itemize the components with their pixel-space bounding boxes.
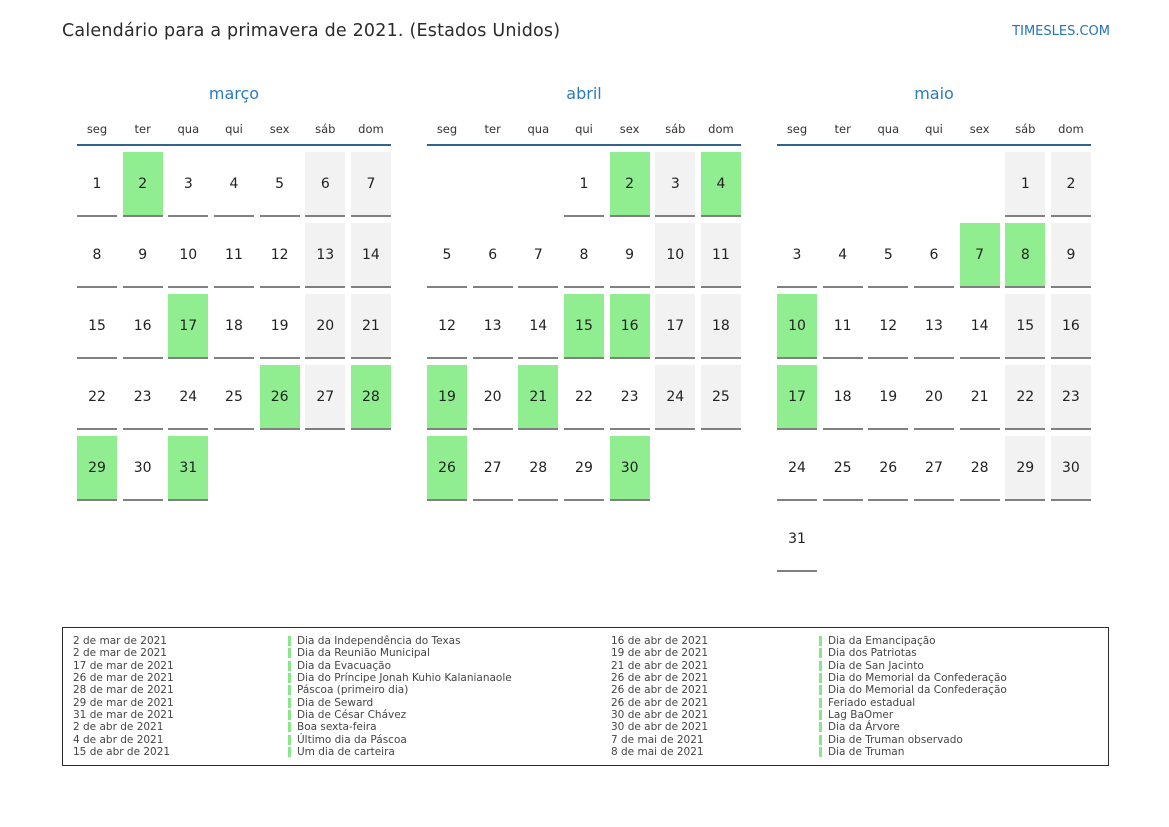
legend-item [611, 684, 1098, 696]
day-cell: 12 [868, 294, 908, 359]
day-cell: 5 [868, 223, 908, 288]
weekday-label: qua [877, 122, 900, 136]
day-cell: 5 [427, 223, 467, 288]
day-cell: 31 [168, 436, 208, 501]
empty-cell [777, 152, 817, 217]
day-cell: 15 [77, 294, 117, 359]
legend-label: Boa sexta-feira [288, 721, 377, 733]
legend-item [73, 721, 611, 733]
day-cell: 27 [473, 436, 513, 501]
day-cell: 17 [777, 365, 817, 430]
holiday-tick-icon [819, 698, 822, 708]
weekday-label: ter [134, 122, 151, 136]
day-cell: 22 [1005, 365, 1045, 430]
holiday-tick-icon [288, 722, 291, 732]
legend-item [73, 672, 611, 684]
day-cell: 17 [168, 294, 208, 359]
legend-item [611, 672, 1098, 684]
site-link[interactable]: TIMESLES.COM [1012, 24, 1110, 39]
day-cell: 26 [427, 436, 467, 501]
day-cell: 20 [914, 365, 954, 430]
empty-cell [427, 152, 467, 217]
page-title: Calendário para a primavera de 2021. (Estados Unidos) [62, 21, 561, 41]
holiday-tick-icon [819, 661, 822, 671]
legend-label: Dia da Árvore [819, 721, 900, 733]
day-cell: 30 [1051, 436, 1091, 501]
legend-item [73, 733, 611, 745]
empty-cell [214, 436, 254, 501]
legend-item [611, 696, 1098, 708]
day-cell: 20 [473, 365, 513, 430]
day-cell: 10 [777, 294, 817, 359]
day-cell: 22 [564, 365, 604, 430]
day-cell: 7 [960, 223, 1000, 288]
weekday-label: qui [575, 122, 593, 136]
legend-label: Lag BaOmer [819, 709, 893, 721]
holiday-tick-icon [819, 685, 822, 695]
weekday-label: sáb [315, 122, 336, 136]
weekday-label: qua [177, 122, 200, 136]
day-cell: 13 [473, 294, 513, 359]
legend-item [73, 709, 611, 721]
legend-item [611, 733, 1098, 745]
month-april [427, 85, 741, 572]
holiday-tick-icon [819, 722, 822, 732]
legend-label: Dia dos Patriotas [819, 647, 917, 659]
day-cell: 13 [305, 223, 345, 288]
day-cell: 12 [260, 223, 300, 288]
empty-cell [473, 152, 513, 217]
empty-cell [260, 436, 300, 501]
month-title: maio [914, 84, 954, 103]
day-cell: 13 [914, 294, 954, 359]
day-cell: 19 [868, 365, 908, 430]
day-cell: 8 [1005, 223, 1045, 288]
day-cell: 25 [823, 436, 863, 501]
month-title: março [208, 84, 260, 103]
weekday-header [77, 123, 391, 146]
legend-label: Feriado estadual [819, 697, 915, 709]
weekday-label: sex [269, 122, 290, 136]
legend-date: 26 de abr de 2021 [611, 672, 709, 685]
holiday-tick-icon [288, 685, 291, 695]
day-cell: 26 [868, 436, 908, 501]
legend-date: 8 de mai de 2021 [611, 745, 704, 758]
legend-date: 26 de abr de 2021 [611, 684, 709, 697]
day-cell: 9 [1051, 223, 1091, 288]
legend-date: 4 de abr de 2021 [73, 733, 164, 746]
legend-label: Dia do Memorial da Confederação [819, 684, 1007, 696]
day-cell: 21 [351, 294, 391, 359]
holiday-tick-icon [288, 673, 291, 683]
legend-date: 26 de mar de 2021 [73, 672, 174, 685]
holiday-tick-icon [288, 735, 291, 745]
legend-item [611, 721, 1098, 733]
legend-item [611, 660, 1098, 672]
legend-date: 30 de abr de 2021 [611, 708, 709, 721]
day-cell: 10 [168, 223, 208, 288]
day-cell: 21 [518, 365, 558, 430]
legend-label: Dia da Emancipação [819, 635, 936, 647]
day-cell: 2 [123, 152, 163, 217]
weekday-label: seg [786, 122, 808, 136]
weekday-header [427, 123, 741, 146]
day-cell: 22 [77, 365, 117, 430]
day-cell: 18 [823, 365, 863, 430]
day-cell: 24 [655, 365, 695, 430]
day-cell: 8 [564, 223, 604, 288]
legend-label: Dia de Truman [819, 746, 904, 758]
legend-column-left [73, 635, 611, 758]
day-cell: 21 [960, 365, 1000, 430]
legend-label: Último dia da Páscoa [288, 734, 407, 746]
legend-item [611, 647, 1098, 659]
day-cell: 7 [518, 223, 558, 288]
day-cell: 11 [701, 223, 741, 288]
weekday-label: sáb [665, 122, 686, 136]
legend-label: Dia do Memorial da Confederação [819, 672, 1007, 684]
holiday-tick-icon [819, 636, 822, 646]
day-cell: 8 [77, 223, 117, 288]
legend-label: Dia de César Chávez [288, 709, 406, 721]
day-cell: 26 [260, 365, 300, 430]
legend-date: 21 de abr de 2021 [611, 659, 709, 672]
day-cell: 30 [610, 436, 650, 501]
weekday-label: sex [969, 122, 990, 136]
day-cell: 16 [610, 294, 650, 359]
legend-date: 30 de abr de 2021 [611, 721, 709, 734]
holiday-tick-icon [288, 661, 291, 671]
legend-date: 28 de mar de 2021 [73, 684, 174, 697]
day-cell: 18 [214, 294, 254, 359]
day-cell: 16 [123, 294, 163, 359]
legend-date: 17 de mar de 2021 [73, 659, 174, 672]
day-cell: 23 [610, 365, 650, 430]
day-cell: 1 [564, 152, 604, 217]
weekday-label: ter [484, 122, 501, 136]
day-cell: 5 [260, 152, 300, 217]
day-cell: 19 [427, 365, 467, 430]
day-cell: 9 [123, 223, 163, 288]
empty-cell [914, 507, 954, 572]
legend-item [73, 660, 611, 672]
legend-date: 29 de mar de 2021 [73, 696, 174, 709]
empty-cell [1051, 507, 1091, 572]
legend-date: 26 de abr de 2021 [611, 696, 709, 709]
legend-item [73, 684, 611, 696]
legend-date: 16 de abr de 2021 [611, 635, 709, 648]
empty-cell [305, 436, 345, 501]
day-cell: 15 [564, 294, 604, 359]
day-cell: 17 [655, 294, 695, 359]
day-cell: 27 [914, 436, 954, 501]
empty-cell [823, 507, 863, 572]
day-cell: 4 [214, 152, 254, 217]
day-cell: 11 [214, 223, 254, 288]
day-cell: 14 [351, 223, 391, 288]
legend-item [611, 746, 1098, 758]
weekday-label: seg [86, 122, 108, 136]
legend-label: Dia de Seward [288, 697, 373, 709]
empty-cell [914, 152, 954, 217]
day-cell: 1 [77, 152, 117, 217]
day-cell: 15 [1005, 294, 1045, 359]
day-cell: 10 [655, 223, 695, 288]
day-cell: 3 [655, 152, 695, 217]
legend-label: Dia do Príncipe Jonah Kuhio Kalanianaole [288, 672, 512, 684]
weekday-label: dom [708, 122, 734, 136]
day-cell: 18 [701, 294, 741, 359]
legend-date: 19 de abr de 2021 [611, 647, 709, 660]
day-cell: 16 [1051, 294, 1091, 359]
day-cell: 24 [168, 365, 208, 430]
legend-date: 7 de mai de 2021 [611, 733, 704, 746]
weekday-label: seg [436, 122, 458, 136]
day-cell: 3 [777, 223, 817, 288]
legend-label: Dia da Independência do Texas [288, 635, 461, 647]
day-cell: 7 [351, 152, 391, 217]
legend-item [611, 709, 1098, 721]
holiday-tick-icon [819, 673, 822, 683]
day-cell: 4 [701, 152, 741, 217]
legend-label: Páscoa (primeiro dia) [288, 684, 408, 696]
holiday-tick-icon [288, 636, 291, 646]
day-cell: 27 [305, 365, 345, 430]
day-cell: 1 [1005, 152, 1045, 217]
day-cell: 2 [1051, 152, 1091, 217]
day-cell: 30 [123, 436, 163, 501]
day-cell: 4 [823, 223, 863, 288]
legend-label: Dia de San Jacinto [819, 660, 924, 672]
day-cell: 31 [777, 507, 817, 572]
weekday-label: qui [225, 122, 243, 136]
day-cell: 2 [610, 152, 650, 217]
month-grid [77, 152, 391, 501]
empty-cell [868, 152, 908, 217]
legend-label: Um dia de carteira [288, 746, 395, 758]
empty-cell [655, 436, 695, 501]
day-cell: 12 [427, 294, 467, 359]
legend-date: 15 de abr de 2021 [73, 745, 171, 758]
legend-date: 31 de mar de 2021 [73, 708, 174, 721]
day-cell: 11 [823, 294, 863, 359]
day-cell: 28 [518, 436, 558, 501]
day-cell: 6 [305, 152, 345, 217]
month-march [77, 85, 391, 572]
empty-cell [960, 152, 1000, 217]
day-cell: 19 [260, 294, 300, 359]
holiday-tick-icon [288, 747, 291, 757]
empty-cell [701, 436, 741, 501]
weekday-label: sáb [1015, 122, 1036, 136]
day-cell: 3 [168, 152, 208, 217]
legend-column-right [611, 635, 1098, 758]
legend-label: Dia da Evacuação [288, 660, 391, 672]
weekday-label: ter [834, 122, 851, 136]
weekday-label: dom [358, 122, 384, 136]
legend-item [611, 635, 1098, 647]
legend-item [73, 635, 611, 647]
holiday-tick-icon [819, 648, 822, 658]
legend-date: 2 de mar de 2021 [73, 647, 167, 660]
day-cell: 28 [960, 436, 1000, 501]
month-grid [777, 152, 1091, 572]
holiday-tick-icon [288, 710, 291, 720]
legend-date: 2 de abr de 2021 [73, 721, 164, 734]
empty-cell [960, 507, 1000, 572]
day-cell: 6 [473, 223, 513, 288]
weekday-label: dom [1058, 122, 1084, 136]
day-cell: 14 [518, 294, 558, 359]
holiday-tick-icon [819, 710, 822, 720]
day-cell: 29 [1005, 436, 1045, 501]
holiday-tick-icon [819, 747, 822, 757]
legend-label: Dia da Reunião Municipal [288, 647, 430, 659]
empty-cell [351, 436, 391, 501]
weekday-header [777, 123, 1091, 146]
day-cell: 24 [777, 436, 817, 501]
empty-cell [868, 507, 908, 572]
day-cell: 23 [123, 365, 163, 430]
legend-date: 2 de mar de 2021 [73, 635, 167, 648]
empty-cell [823, 152, 863, 217]
holiday-legend [62, 627, 1109, 766]
empty-cell [1005, 507, 1045, 572]
day-cell: 29 [564, 436, 604, 501]
day-cell: 23 [1051, 365, 1091, 430]
month-grid [427, 152, 741, 501]
empty-cell [518, 152, 558, 217]
legend-item [73, 647, 611, 659]
day-cell: 6 [914, 223, 954, 288]
calendar-months [77, 85, 1091, 572]
legend-label: Dia de Truman observado [819, 734, 963, 746]
day-cell: 28 [351, 365, 391, 430]
weekday-label: sex [619, 122, 640, 136]
day-cell: 14 [960, 294, 1000, 359]
day-cell: 9 [610, 223, 650, 288]
day-cell: 29 [77, 436, 117, 501]
day-cell: 25 [214, 365, 254, 430]
holiday-tick-icon [288, 648, 291, 658]
month-title: abril [566, 84, 602, 103]
weekday-label: qui [925, 122, 943, 136]
holiday-tick-icon [819, 735, 822, 745]
legend-item [73, 746, 611, 758]
day-cell: 20 [305, 294, 345, 359]
holiday-tick-icon [288, 698, 291, 708]
day-cell: 25 [701, 365, 741, 430]
weekday-label: qua [527, 122, 550, 136]
legend-item [73, 696, 611, 708]
month-may [777, 85, 1091, 572]
